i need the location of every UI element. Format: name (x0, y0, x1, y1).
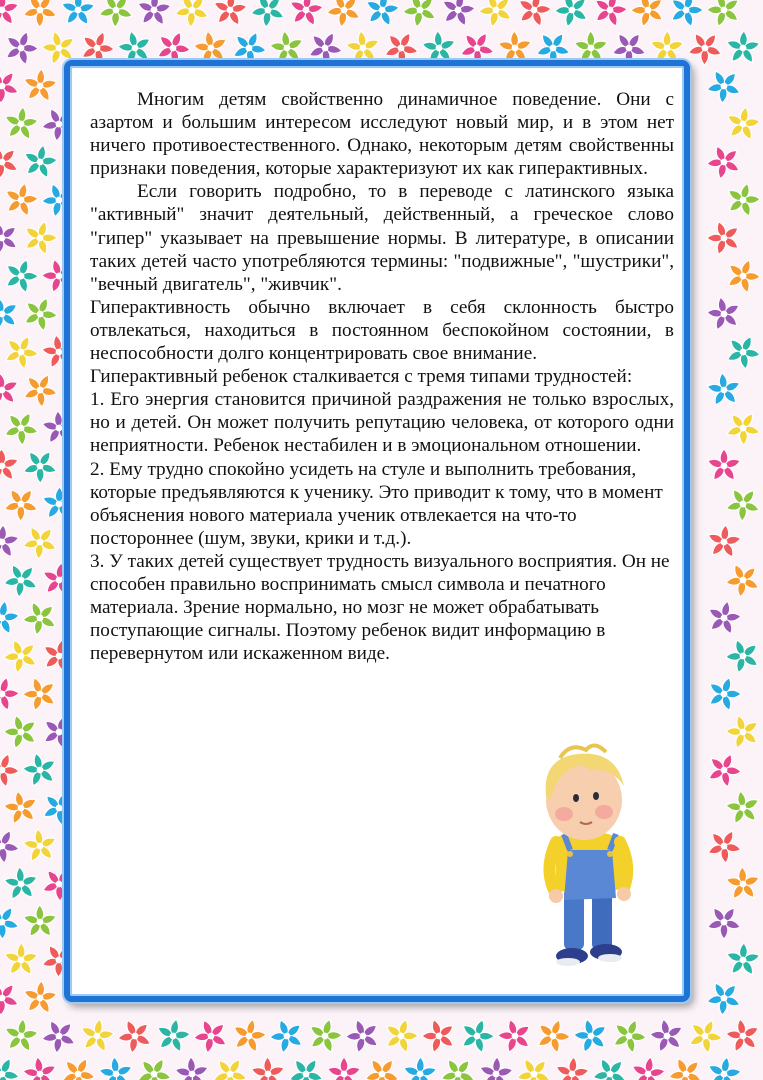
flower-icon (725, 942, 761, 977)
flower-icon (725, 30, 761, 65)
flower-icon (3, 943, 38, 977)
flower-icon (153, 1016, 193, 1055)
article-text (90, 88, 674, 665)
flower-icon (2, 105, 40, 142)
flower-icon (549, 0, 596, 34)
flower-icon (683, 1013, 728, 1058)
list-item-1: 1. Его энергия становится причиной раздражения не только взрослых, но и детей. Он может получить репутацию человека, от которого одни неприятности. Ребенок нестабилен и в эмоциональном отношении. (90, 389, 674, 457)
flower-icon (131, 1050, 178, 1080)
flower-icon (340, 1012, 387, 1060)
paragraph-etymology: Если говорить подробно, то в переводе с латинского языка "активный" значит деятельный, действенный, а греческое слово "гипер" указывает на превышение нормы. В литературе, в описании таких детей часто употребляются термины: "подвижные", "шустрики", "вечный двигатель", "живчик". (90, 181, 674, 295)
flower-icon (0, 0, 19, 26)
flower-icon (0, 254, 43, 297)
flower-icon (589, 0, 631, 30)
flower-icon (0, 898, 26, 945)
flower-icon (700, 62, 748, 110)
flower-icon (720, 329, 763, 374)
flower-icon (20, 142, 60, 181)
flower-icon (629, 1055, 668, 1080)
flower-icon (55, 1051, 101, 1080)
flower-icon (0, 556, 45, 604)
flower-icon (568, 1012, 614, 1059)
flower-icon (644, 1012, 690, 1059)
flower-icon (380, 1015, 423, 1057)
flower-icon (17, 746, 63, 793)
child-illustration (520, 738, 650, 978)
flower-icon (0, 404, 45, 450)
flower-icon (0, 180, 41, 220)
flower-icon (211, 0, 249, 28)
flower-icon (701, 290, 747, 337)
flower-icon (0, 214, 26, 262)
flower-icon (531, 1014, 575, 1057)
flower-icon (19, 900, 62, 944)
flower-icon (168, 0, 216, 33)
flower-icon (0, 62, 26, 110)
flower-icon (247, 1052, 290, 1080)
flower-icon (16, 518, 64, 566)
paragraph-difficulties-intro: Гиперактивный ребенок сталкивается с тремя типами трудностей: (90, 366, 633, 388)
flower-icon (0, 290, 26, 337)
flower-icon (455, 1014, 499, 1057)
flower-icon (701, 214, 748, 261)
flower-icon (0, 598, 22, 637)
flower-icon (17, 670, 64, 718)
flower-icon (0, 861, 43, 906)
flower-icon (320, 0, 368, 34)
flower-icon (0, 367, 25, 413)
flower-icon (721, 1013, 763, 1059)
flower-icon (0, 748, 24, 792)
flower-icon (94, 1051, 138, 1080)
list-item-2: 2. Ему трудно спокойно усидеть на стуле и выполнить требования, которые предъявляются к ученику. Это приводит к тому, что в момент объяснения нового материала ученик отвлекается на что-то постороннее (шум, звуки, крики и т.д.). (90, 458, 663, 549)
flower-icon (171, 1052, 215, 1080)
flower-icon (0, 138, 26, 186)
flower-icon (700, 974, 748, 1022)
flower-icon (719, 480, 763, 527)
flower-icon (0, 673, 23, 714)
flower-icon (553, 1055, 591, 1080)
flower-icon (228, 1016, 269, 1056)
flower-icon (702, 367, 746, 412)
flower-icon (701, 823, 748, 869)
flower-icon (18, 1051, 63, 1080)
flower-icon (2, 1017, 40, 1054)
flower-icon (662, 1050, 710, 1080)
flower-icon (402, 1056, 438, 1080)
flower-icon (0, 26, 43, 69)
flower-icon (362, 0, 402, 29)
flower-icon (16, 594, 64, 642)
flower-icon (586, 1050, 634, 1080)
flower-icon (60, 0, 96, 27)
flower-icon (0, 708, 45, 755)
flower-icon (244, 0, 292, 34)
flower-icon (701, 0, 748, 33)
flower-icon (510, 1050, 558, 1080)
flower-icon (18, 292, 63, 336)
flower-icon (701, 898, 748, 945)
flower-icon (473, 0, 521, 34)
flower-icon (0, 785, 44, 831)
flower-icon (700, 138, 748, 186)
flower-icon (704, 598, 745, 637)
flower-icon (607, 1014, 652, 1058)
flower-icon (0, 480, 45, 527)
flower-icon (513, 0, 555, 30)
flower-icon (0, 444, 24, 488)
flower-icon (359, 1050, 407, 1080)
flower-icon (0, 823, 25, 868)
flower-icon (707, 449, 742, 482)
flower-icon (187, 1012, 235, 1060)
flower-icon (721, 785, 763, 831)
flower-icon (19, 217, 62, 259)
flower-icon (704, 1054, 744, 1080)
flower-icon (720, 404, 763, 451)
flower-icon (478, 1056, 515, 1080)
flower-icon (723, 104, 762, 142)
flower-icon (136, 0, 173, 27)
flower-icon (720, 632, 763, 680)
flower-icon (625, 0, 672, 33)
flower-icon (21, 980, 58, 1016)
flower-icon (327, 1057, 362, 1080)
flower-icon (207, 1050, 254, 1080)
flower-icon (721, 254, 763, 297)
flower-icon (705, 523, 743, 559)
flower-icon (703, 672, 746, 714)
flower-icon (304, 1015, 346, 1056)
flower-icon (416, 1012, 463, 1059)
flower-icon (0, 974, 26, 1022)
flower-icon (492, 1012, 539, 1059)
list-item-3: 3. У таких детей существует трудность визуального восприятия. Он не способен правильно воспринимать смысл символа и печатного материала. Зрение нормально, но мозг не может обрабатывать поступающие сигналы. Поэтому ребенок видит информацию в перевернутом или искаженном виде. (90, 550, 670, 665)
flower-icon (264, 1012, 312, 1060)
flower-icon (17, 367, 63, 413)
flower-icon (722, 179, 763, 220)
flower-icon (92, 0, 140, 33)
flower-icon (21, 68, 58, 104)
flower-icon (0, 329, 44, 374)
flower-icon (719, 556, 763, 604)
flower-icon (720, 708, 763, 755)
flower-icon (17, 442, 64, 489)
flower-icon (111, 1012, 159, 1060)
flower-icon (18, 823, 63, 868)
flower-icon (0, 632, 45, 680)
flower-icon (722, 862, 763, 906)
flower-icon (0, 524, 20, 559)
flower-icon (77, 1016, 116, 1054)
paragraph-intro: Многим детям свойственно динамичное поведение. Они с азартом и большим интересом исследуют новый мир, и в этом нет ничего противоестественного. Однако, некоторым детям свойственны признаки поведения, которые характеризуют их как гиперактивных. (90, 89, 674, 180)
flower-icon (665, 0, 708, 31)
flower-icon (0, 1051, 25, 1080)
flower-icon (35, 1012, 83, 1060)
paragraph-definition: Гиперактивность обычно включает в себя склонность быстро отвлекаться, находиться в постоянном беспокойном состоянии, в неспособности долго концентрировать свое внимание. (90, 296, 674, 365)
flower-icon (17, 0, 65, 33)
flower-icon (283, 1050, 330, 1080)
flower-icon (702, 747, 747, 791)
flower-icon (396, 0, 444, 34)
flower-icon (287, 0, 326, 28)
flower-icon (438, 0, 479, 29)
flower-icon (434, 1050, 482, 1080)
